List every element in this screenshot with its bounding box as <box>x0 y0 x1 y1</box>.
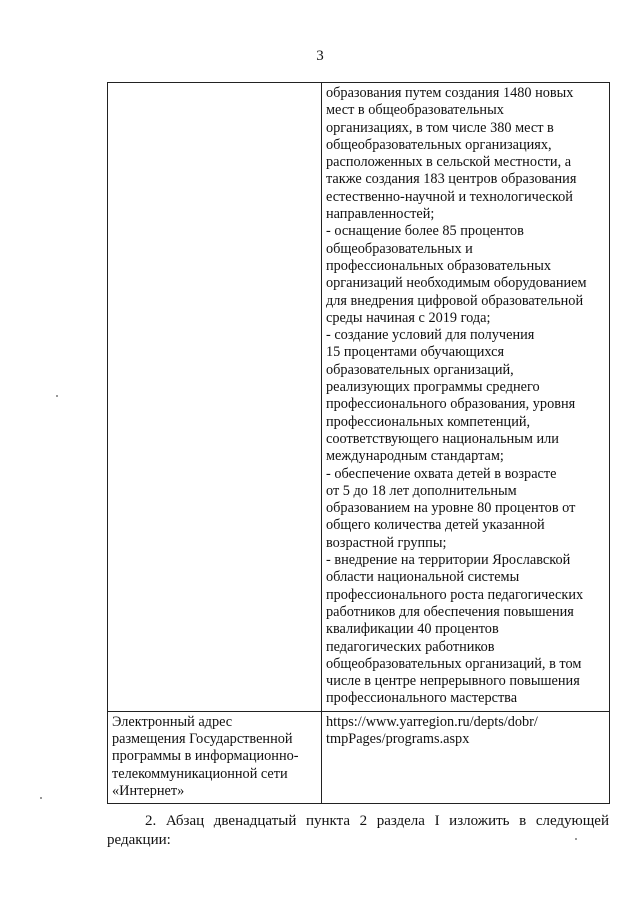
address-label-line: «Интернет» <box>112 782 185 799</box>
goals-text-line: числе в центре непрерывного повышения <box>326 673 580 690</box>
goals-text-line: мест в общеобразовательных <box>326 102 504 119</box>
goals-text-line: - внедрение на территории Ярославской <box>326 552 571 569</box>
table-row-address <box>108 711 610 803</box>
goals-text-line: от 5 до 18 лет дополнительным <box>326 482 517 499</box>
goals-text-line: профессионального образования, уровня <box>326 396 576 413</box>
program-passport-table <box>107 82 610 804</box>
goals-text-line: реализующих программы среднего <box>326 379 540 396</box>
goals-text-line: профессионального мастерства <box>326 690 518 707</box>
goals-text-line: организаций необходимым оборудованием <box>326 275 587 292</box>
amendment-paragraph <box>107 812 609 850</box>
goals-text-line: общеобразовательных и <box>326 240 473 257</box>
goals-text-line: области национальной системы <box>326 569 520 586</box>
paragraph-line-1: 2. Абзац двенадцатый пункта 2 раздела I изложить в следующей <box>145 813 609 829</box>
address-label-line: Электронный адрес <box>112 713 233 730</box>
goals-text-line: - обеспечение охвата детей в возрасте <box>326 465 557 482</box>
goals-text-line: профессионального роста педагогических <box>326 586 584 603</box>
address-label-line: размещения Государственной <box>112 730 293 747</box>
goals-text-line: расположенных в сельской местности, а <box>326 154 572 171</box>
address-url-line: https://www.yarregion.ru/depts/dobr/ <box>326 713 538 730</box>
goals-text-line: образования путем создания 1480 новых <box>326 85 574 101</box>
scan-speck <box>56 395 58 397</box>
goals-text-line: соответствующего национальным или <box>326 430 559 447</box>
goals-text-line: направленностей; <box>326 206 435 223</box>
goals-text-line: естественно-научной и технологической <box>326 188 573 205</box>
goals-text-line: возрастной группы; <box>326 534 447 551</box>
goals-text-line: общеобразовательных организаций, в том <box>326 655 582 672</box>
goals-text-line: организациях, в том числе 380 мест в <box>326 119 554 136</box>
goals-text-line: 15 процентами обучающихся <box>326 344 505 361</box>
goals-text-line: для внедрения цифровой образовательной <box>326 292 584 309</box>
goals-text-line: - создание условий для получения <box>326 327 535 344</box>
table-cell-empty-label <box>108 83 322 712</box>
address-url-line: tmpPages/programs.aspx <box>326 730 470 747</box>
paragraph-line-2: редакции: <box>107 832 171 848</box>
goals-text-line: также создания 183 центров образования <box>326 171 577 188</box>
goals-text-line: профессиональных образовательных <box>326 257 551 274</box>
goals-text-line: профессиональных компетенций, <box>326 413 531 430</box>
table-cell-address-url <box>322 711 610 803</box>
table-row-goals <box>108 83 610 712</box>
address-label-line: программы в информационно- <box>112 748 299 765</box>
goals-text-line: среды начиная с 2019 года; <box>326 309 491 326</box>
scan-speck <box>40 797 42 799</box>
goals-text-line: педагогических работников <box>326 638 495 655</box>
goals-text-line: работников для обеспечения повышения <box>326 603 574 620</box>
scan-speck <box>575 838 577 840</box>
goals-text-line: квалификации 40 процентов <box>326 621 499 638</box>
goals-text-line: общеобразовательных организациях, <box>326 136 552 153</box>
goals-text-line: - оснащение более 85 процентов <box>326 223 524 240</box>
goals-text-line: общего количества детей указанной <box>326 517 545 534</box>
goals-text-line: образованием на уровне 80 процентов от <box>326 500 576 517</box>
address-label-line: телекоммуникационной сети <box>112 765 288 782</box>
goals-text-line: международным стандартам; <box>326 448 504 465</box>
table-cell-goals-text <box>322 83 610 712</box>
goals-text-line: образовательных организаций, <box>326 361 514 378</box>
table-cell-address-label <box>108 711 322 803</box>
page-number: 3 <box>316 48 324 64</box>
